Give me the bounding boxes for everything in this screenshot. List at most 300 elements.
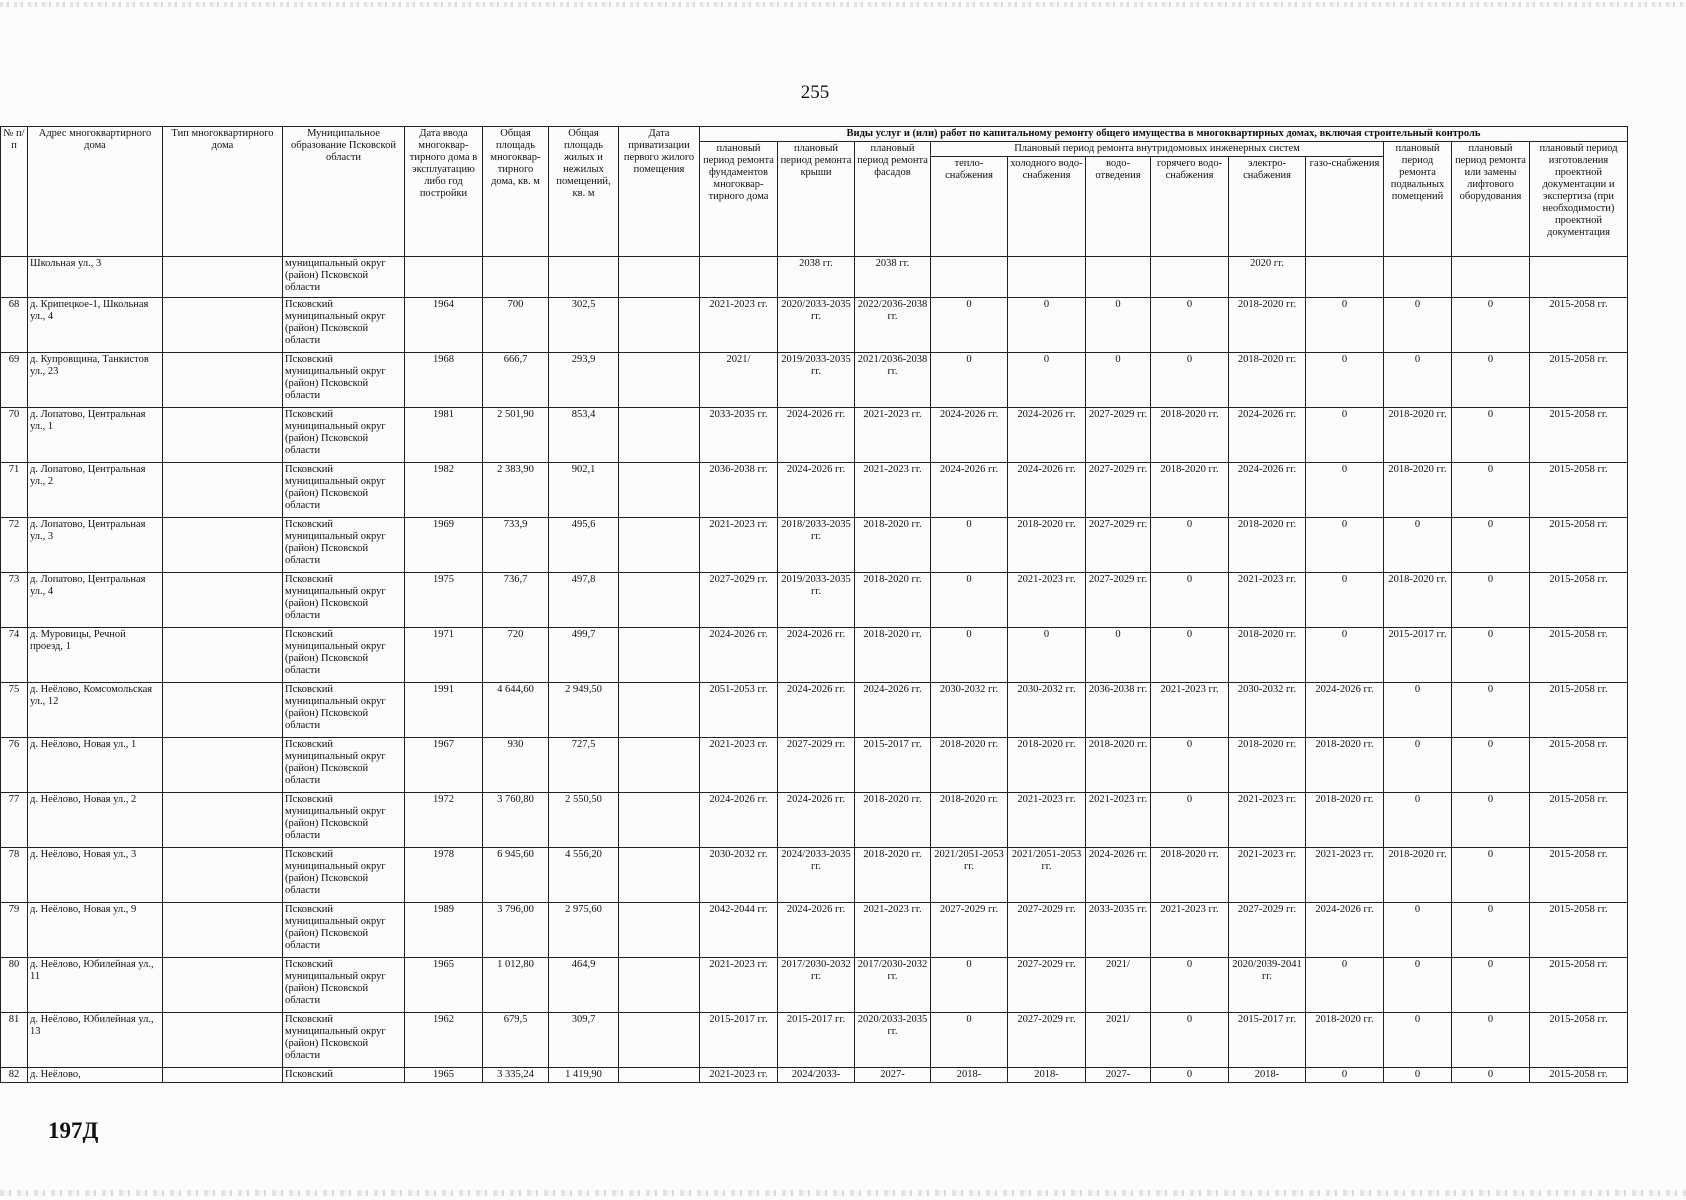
table-row xyxy=(1,298,1628,353)
cell-elevator: 0 xyxy=(1452,958,1530,1013)
cell-roof: 2024-2026 гг. xyxy=(778,903,855,958)
cell-hot: 0 xyxy=(1151,793,1229,848)
cell-municipality: Псковский xyxy=(283,1068,405,1083)
cell-municipality: Псковский муниципальный округ (район) Псковской области xyxy=(283,628,405,683)
header-electric: электро-снабжения xyxy=(1229,157,1306,257)
page-number: 255 xyxy=(800,82,830,103)
cell-basement: 0 xyxy=(1384,1013,1452,1068)
cell-total: 930 xyxy=(483,738,549,793)
cell-roof: 2024-2026 гг. xyxy=(778,628,855,683)
header-engineering-group: Плановый период ремонта внутридомовых инженерных систем xyxy=(931,142,1384,157)
header-basement: плановый период ремонта подвальных помещений xyxy=(1384,142,1452,257)
cell-roof: 2024-2026 гг. xyxy=(778,683,855,738)
cell-year xyxy=(405,257,483,298)
cell-living: 309,7 xyxy=(549,1013,619,1068)
cell-sewer: 2036-2038 гг. xyxy=(1086,683,1151,738)
cell-type xyxy=(163,1013,283,1068)
cell-cold: 2027-2029 гг. xyxy=(1008,903,1086,958)
cell-basement: 0 xyxy=(1384,793,1452,848)
cell-municipality: Псковский муниципальный округ (район) Псковской области xyxy=(283,408,405,463)
cell-municipality: муниципальный округ (район) Псковской области xyxy=(283,257,405,298)
cell-municipality: Псковский муниципальный округ (район) Псковской области xyxy=(283,573,405,628)
cell-hot: 2018-2020 гг. xyxy=(1151,848,1229,903)
table-row xyxy=(1,628,1628,683)
cell-electric: 2018- xyxy=(1229,1068,1306,1083)
cell-sewer: 2024-2026 гг. xyxy=(1086,848,1151,903)
cell-priv xyxy=(619,1013,700,1068)
cell-cold xyxy=(1008,257,1086,298)
cell-year: 1962 xyxy=(405,1013,483,1068)
cell-roof: 2020/2033-2035 гг. xyxy=(778,298,855,353)
cell-type xyxy=(163,1068,283,1083)
cell-foundation: 2015-2017 гг. xyxy=(700,1013,778,1068)
cell-roof: 2015-2017 гг. xyxy=(778,1013,855,1068)
cell-address: д. Лопатово, Центральная ул., 3 xyxy=(28,518,163,573)
cell-address: д. Неёлово, Новая ул., 3 xyxy=(28,848,163,903)
cell-hot: 0 xyxy=(1151,353,1229,408)
cell-heat: 0 xyxy=(931,298,1008,353)
cell-elevator: 0 xyxy=(1452,793,1530,848)
cell-type xyxy=(163,408,283,463)
scan-artifact-top xyxy=(0,2,1686,7)
cell-electric: 2018-2020 гг. xyxy=(1229,518,1306,573)
table-row xyxy=(1,573,1628,628)
cell-foundation: 2021-2023 гг. xyxy=(700,958,778,1013)
cell-address: д. Неёлово, Новая ул., 2 xyxy=(28,793,163,848)
cell-gas: 0 xyxy=(1306,1068,1384,1083)
cell-total: 3 796,00 xyxy=(483,903,549,958)
cell-municipality: Псковский муниципальный округ (район) Псковской области xyxy=(283,738,405,793)
header-hot-water: горячего водо-снабжения xyxy=(1151,157,1229,257)
cell-total: 3 760,80 xyxy=(483,793,549,848)
cell-gas: 0 xyxy=(1306,463,1384,518)
cell-heat: 2018-2020 гг. xyxy=(931,793,1008,848)
header-municipality: Муниципальное образование Псковской области xyxy=(283,127,405,257)
cell-heat: 0 xyxy=(931,1013,1008,1068)
cell-elevator: 0 xyxy=(1452,298,1530,353)
cell-num: 80 xyxy=(1,958,28,1013)
cell-year: 1968 xyxy=(405,353,483,408)
table-row xyxy=(1,958,1628,1013)
cell-foundation: 2021-2023 гг. xyxy=(700,518,778,573)
cell-basement: 0 xyxy=(1384,1068,1452,1083)
cell-living: 495,6 xyxy=(549,518,619,573)
cell-priv xyxy=(619,463,700,518)
cell-address: д. Лопатово, Центральная ул., 2 xyxy=(28,463,163,518)
cell-facade: 2021-2023 гг. xyxy=(855,463,931,518)
cell-hot: 0 xyxy=(1151,738,1229,793)
header-living-area: Общая площадь жилых и нежилых помещений, кв. м xyxy=(549,127,619,257)
header-heat: тепло-снабжения xyxy=(931,157,1008,257)
cell-municipality: Псковский муниципальный округ (район) Псковской области xyxy=(283,298,405,353)
cell-hot: 0 xyxy=(1151,958,1229,1013)
cell-num: 79 xyxy=(1,903,28,958)
cell-sewer: 2018-2020 гг. xyxy=(1086,738,1151,793)
header-type: Тип многоквартирного дома xyxy=(163,127,283,257)
table-row xyxy=(1,848,1628,903)
cell-address: Школьная ул., 3 xyxy=(28,257,163,298)
cell-elevator: 0 xyxy=(1452,518,1530,573)
cell-electric: 2020 гг. xyxy=(1229,257,1306,298)
cell-design: 2015-2058 гг. xyxy=(1530,1013,1628,1068)
cell-basement: 2018-2020 гг. xyxy=(1384,408,1452,463)
cell-design: 2015-2058 гг. xyxy=(1530,518,1628,573)
cell-living: 464,9 xyxy=(549,958,619,1013)
header-address: Адрес многоквартирного дома xyxy=(28,127,163,257)
cell-facade: 2018-2020 гг. xyxy=(855,628,931,683)
cell-total: 6 945,60 xyxy=(483,848,549,903)
cell-basement: 0 xyxy=(1384,518,1452,573)
cell-year: 1972 xyxy=(405,793,483,848)
cell-sewer: 2027-2029 гг. xyxy=(1086,573,1151,628)
cell-design: 2015-2058 гг. xyxy=(1530,903,1628,958)
cell-living: 2 550,50 xyxy=(549,793,619,848)
document-code: 197Д xyxy=(48,1118,99,1143)
cell-roof: 2024-2026 гг. xyxy=(778,408,855,463)
cell-elevator: 0 xyxy=(1452,408,1530,463)
cell-municipality: Псковский муниципальный округ (район) Псковской области xyxy=(283,848,405,903)
cell-foundation: 2021-2023 гг. xyxy=(700,1068,778,1083)
cell-basement: 0 xyxy=(1384,683,1452,738)
cell-heat: 2030-2032 гг. xyxy=(931,683,1008,738)
cell-electric: 2018-2020 гг. xyxy=(1229,738,1306,793)
cell-gas: 0 xyxy=(1306,353,1384,408)
cell-living: 293,9 xyxy=(549,353,619,408)
cell-cold: 2018- xyxy=(1008,1068,1086,1083)
cell-year: 1989 xyxy=(405,903,483,958)
cell-address: д. Лопатово, Центральная ул., 4 xyxy=(28,573,163,628)
cell-electric: 2018-2020 гг. xyxy=(1229,298,1306,353)
cell-total: 2 501,90 xyxy=(483,408,549,463)
cell-type xyxy=(163,903,283,958)
cell-foundation xyxy=(700,257,778,298)
cell-basement xyxy=(1384,257,1452,298)
cell-living: 2 949,50 xyxy=(549,683,619,738)
cell-living xyxy=(549,257,619,298)
cell-cold: 2021-2023 гг. xyxy=(1008,573,1086,628)
cell-gas: 0 xyxy=(1306,958,1384,1013)
header-design: плановый период изготовления проектной документации и экспертиза (при необходимости) проектной документация xyxy=(1530,142,1628,257)
cell-address: д. Неёлово, Новая ул., 9 xyxy=(28,903,163,958)
cell-num: 78 xyxy=(1,848,28,903)
cell-num: 76 xyxy=(1,738,28,793)
cell-priv xyxy=(619,353,700,408)
cell-facade: 2015-2017 гг. xyxy=(855,738,931,793)
cell-facade: 2018-2020 гг. xyxy=(855,848,931,903)
cell-gas: 2024-2026 гг. xyxy=(1306,683,1384,738)
table-row xyxy=(1,518,1628,573)
cell-design xyxy=(1530,257,1628,298)
cell-living: 2 975,60 xyxy=(549,903,619,958)
cell-num: 73 xyxy=(1,573,28,628)
cell-roof: 2019/2033-2035 гг. xyxy=(778,573,855,628)
cell-municipality: Псковский муниципальный округ (район) Псковской области xyxy=(283,463,405,518)
cell-gas: 0 xyxy=(1306,298,1384,353)
cell-num: 71 xyxy=(1,463,28,518)
cell-num: 74 xyxy=(1,628,28,683)
cell-gas: 2024-2026 гг. xyxy=(1306,903,1384,958)
cell-total xyxy=(483,257,549,298)
cell-address: д. Неёлово, Комсомольская ул., 12 xyxy=(28,683,163,738)
cell-year: 1981 xyxy=(405,408,483,463)
cell-foundation: 2021/ xyxy=(700,353,778,408)
cell-hot: 2021-2023 гг. xyxy=(1151,683,1229,738)
cell-total: 4 644,60 xyxy=(483,683,549,738)
cell-priv xyxy=(619,298,700,353)
cell-gas: 0 xyxy=(1306,408,1384,463)
cell-priv xyxy=(619,903,700,958)
cell-hot: 2018-2020 гг. xyxy=(1151,408,1229,463)
cell-design: 2015-2058 гг. xyxy=(1530,793,1628,848)
cell-living: 4 556,20 xyxy=(549,848,619,903)
header-elevator: плановый период ремонта или замены лифтового оборудования xyxy=(1452,142,1530,257)
cell-address: д. Неёлово, Юбилейная ул., 13 xyxy=(28,1013,163,1068)
cell-design: 2015-2058 гг. xyxy=(1530,298,1628,353)
cell-heat: 2024-2026 гг. xyxy=(931,463,1008,518)
cell-num: 82 xyxy=(1,1068,28,1083)
cell-cold: 2021-2023 гг. xyxy=(1008,793,1086,848)
cell-cold: 2024-2026 гг. xyxy=(1008,408,1086,463)
cell-municipality: Псковский муниципальный округ (район) Псковской области xyxy=(283,683,405,738)
cell-type xyxy=(163,573,283,628)
table-row xyxy=(1,408,1628,463)
cell-elevator: 0 xyxy=(1452,1013,1530,1068)
cell-foundation: 2021-2023 гг. xyxy=(700,738,778,793)
cell-facade: 2020/2033-2035 гг. xyxy=(855,1013,931,1068)
cell-municipality: Псковский муниципальный округ (район) Псковской области xyxy=(283,903,405,958)
table-body xyxy=(1,257,1628,1083)
cell-foundation: 2042-2044 гг. xyxy=(700,903,778,958)
cell-year: 1978 xyxy=(405,848,483,903)
cell-facade: 2021-2023 гг. xyxy=(855,408,931,463)
cell-cold: 2024-2026 гг. xyxy=(1008,463,1086,518)
cell-design: 2015-2058 гг. xyxy=(1530,683,1628,738)
cell-elevator: 0 xyxy=(1452,1068,1530,1083)
cell-type xyxy=(163,683,283,738)
cell-cold: 2021/2051-2053 гг. xyxy=(1008,848,1086,903)
cell-sewer: 2027- xyxy=(1086,1068,1151,1083)
cell-type xyxy=(163,628,283,683)
cell-gas: 0 xyxy=(1306,518,1384,573)
cell-year: 1964 xyxy=(405,298,483,353)
table-row xyxy=(1,353,1628,408)
cell-year: 1965 xyxy=(405,1068,483,1083)
cell-type xyxy=(163,353,283,408)
header-cold-water: холодного водо-снабжения xyxy=(1008,157,1086,257)
cell-cold: 2027-2029 гг. xyxy=(1008,958,1086,1013)
cell-electric: 2018-2020 гг. xyxy=(1229,628,1306,683)
cell-num: 69 xyxy=(1,353,28,408)
cell-cold: 2018-2020 гг. xyxy=(1008,738,1086,793)
cell-electric: 2021-2023 гг. xyxy=(1229,573,1306,628)
cell-priv xyxy=(619,518,700,573)
cell-basement: 0 xyxy=(1384,958,1452,1013)
cell-design: 2015-2058 гг. xyxy=(1530,848,1628,903)
cell-cold: 2030-2032 гг. xyxy=(1008,683,1086,738)
cell-cold: 0 xyxy=(1008,628,1086,683)
cell-heat: 0 xyxy=(931,958,1008,1013)
cell-roof: 2027-2029 гг. xyxy=(778,738,855,793)
cell-roof: 2024-2026 гг. xyxy=(778,793,855,848)
cell-sewer: 2021/ xyxy=(1086,1013,1151,1068)
table-header xyxy=(1,127,1628,257)
cell-hot: 0 xyxy=(1151,628,1229,683)
cell-living: 853,4 xyxy=(549,408,619,463)
cell-basement: 2018-2020 гг. xyxy=(1384,848,1452,903)
cell-total: 736,7 xyxy=(483,573,549,628)
cell-address: д. Лопатово, Центральная ул., 1 xyxy=(28,408,163,463)
cell-municipality: Псковский муниципальный округ (район) Псковской области xyxy=(283,1013,405,1068)
cell-basement: 2018-2020 гг. xyxy=(1384,573,1452,628)
cell-year: 1967 xyxy=(405,738,483,793)
cell-foundation: 2033-2035 гг. xyxy=(700,408,778,463)
cell-basement: 2015-2017 гг. xyxy=(1384,628,1452,683)
cell-basement: 0 xyxy=(1384,738,1452,793)
table-row xyxy=(1,683,1628,738)
cell-facade: 2027- xyxy=(855,1068,931,1083)
header-facade: плановый период ремонта фасадов xyxy=(855,142,931,257)
cell-living: 497,8 xyxy=(549,573,619,628)
cell-type xyxy=(163,848,283,903)
cell-facade: 2024-2026 гг. xyxy=(855,683,931,738)
cell-roof: 2038 гг. xyxy=(778,257,855,298)
cell-design: 2015-2058 гг. xyxy=(1530,408,1628,463)
cell-municipality: Псковский муниципальный округ (район) Псковской области xyxy=(283,793,405,848)
cell-elevator: 0 xyxy=(1452,738,1530,793)
cell-roof: 2018/2033-2035 гг. xyxy=(778,518,855,573)
cell-type xyxy=(163,298,283,353)
cell-elevator: 0 xyxy=(1452,848,1530,903)
cell-design: 2015-2058 гг. xyxy=(1530,958,1628,1013)
cell-year: 1969 xyxy=(405,518,483,573)
cell-design: 2015-2058 гг. xyxy=(1530,1068,1628,1083)
cell-num: 70 xyxy=(1,408,28,463)
cell-design: 2015-2058 гг. xyxy=(1530,573,1628,628)
cell-living: 499,7 xyxy=(549,628,619,683)
header-gas: газо-снабжения xyxy=(1306,157,1384,257)
cell-hot: 0 xyxy=(1151,1013,1229,1068)
cell-elevator xyxy=(1452,257,1530,298)
header-services-group: Виды услуг и (или) работ по капитальному ремонту общего имущества в многоквартирных домах, включая строительный контроль xyxy=(700,127,1628,142)
table-row xyxy=(1,903,1628,958)
cell-hot: 0 xyxy=(1151,1068,1229,1083)
cell-total: 3 335,24 xyxy=(483,1068,549,1083)
cell-type xyxy=(163,518,283,573)
cell-gas: 2018-2020 гг. xyxy=(1306,738,1384,793)
cell-year: 1991 xyxy=(405,683,483,738)
header-commissioning: Дата ввода многоквар-тирного дома в эксплуатацию либо год постройки xyxy=(405,127,483,257)
cell-basement: 0 xyxy=(1384,903,1452,958)
cell-sewer: 2027-2029 гг. xyxy=(1086,518,1151,573)
cell-hot xyxy=(1151,257,1229,298)
cell-sewer: 2021/ xyxy=(1086,958,1151,1013)
cell-living: 302,5 xyxy=(549,298,619,353)
cell-cold: 2027-2029 гг. xyxy=(1008,1013,1086,1068)
cell-total: 700 xyxy=(483,298,549,353)
cell-hot: 0 xyxy=(1151,573,1229,628)
table-row xyxy=(1,463,1628,518)
cell-roof: 2019/2033-2035 гг. xyxy=(778,353,855,408)
cell-heat xyxy=(931,257,1008,298)
cell-hot: 0 xyxy=(1151,298,1229,353)
cell-heat: 2024-2026 гг. xyxy=(931,408,1008,463)
cell-heat: 0 xyxy=(931,353,1008,408)
cell-gas: 2018-2020 гг. xyxy=(1306,793,1384,848)
cell-design: 2015-2058 гг. xyxy=(1530,353,1628,408)
cell-heat: 0 xyxy=(931,573,1008,628)
cell-cold: 0 xyxy=(1008,298,1086,353)
cell-heat: 0 xyxy=(931,518,1008,573)
cell-electric: 2024-2026 гг. xyxy=(1229,408,1306,463)
cell-priv xyxy=(619,683,700,738)
cell-electric: 2021-2023 гг. xyxy=(1229,848,1306,903)
cell-roof: 2017/2030-2032 гг. xyxy=(778,958,855,1013)
cell-type xyxy=(163,793,283,848)
table-row xyxy=(1,257,1628,298)
cell-electric: 2024-2026 гг. xyxy=(1229,463,1306,518)
cell-address: д. Муровицы, Речной проезд, 1 xyxy=(28,628,163,683)
cell-sewer: 0 xyxy=(1086,628,1151,683)
cell-municipality: Псковский муниципальный округ (район) Псковской области xyxy=(283,958,405,1013)
cell-roof: 2024/2033-2035 гг. xyxy=(778,848,855,903)
cell-sewer: 0 xyxy=(1086,353,1151,408)
header-privatization: Дата приватизации первого жилого помещения xyxy=(619,127,700,257)
cell-sewer: 2021-2023 гг. xyxy=(1086,793,1151,848)
cell-design: 2015-2058 гг. xyxy=(1530,463,1628,518)
cell-total: 679,5 xyxy=(483,1013,549,1068)
cell-sewer: 2027-2029 гг. xyxy=(1086,463,1151,518)
cell-elevator: 0 xyxy=(1452,683,1530,738)
cell-living: 727,5 xyxy=(549,738,619,793)
cell-basement: 0 xyxy=(1384,298,1452,353)
cell-electric: 2015-2017 гг. xyxy=(1229,1013,1306,1068)
cell-sewer: 2033-2035 гг. xyxy=(1086,903,1151,958)
cell-facade: 2018-2020 гг. xyxy=(855,518,931,573)
cell-sewer: 0 xyxy=(1086,298,1151,353)
cell-municipality: Псковский муниципальный округ (район) Псковской области xyxy=(283,353,405,408)
cell-facade: 2021-2023 гг. xyxy=(855,903,931,958)
header-num: № п/п xyxy=(1,127,28,257)
cell-foundation: 2024-2026 гг. xyxy=(700,628,778,683)
cell-foundation: 2030-2032 гг. xyxy=(700,848,778,903)
cell-num xyxy=(1,257,28,298)
cell-electric: 2021-2023 гг. xyxy=(1229,793,1306,848)
capital-repair-table xyxy=(0,126,1628,1083)
cell-electric: 2027-2029 гг. xyxy=(1229,903,1306,958)
table-row xyxy=(1,1068,1628,1083)
header-foundation: плановый период ремонта фундаментов многоквар-тирного дома xyxy=(700,142,778,257)
cell-gas: 0 xyxy=(1306,628,1384,683)
cell-electric: 2020/2039-2041 гг. xyxy=(1229,958,1306,1013)
cell-design: 2015-2058 гг. xyxy=(1530,738,1628,793)
header-roof: плановый период ремонта крыши xyxy=(778,142,855,257)
cell-gas: 2018-2020 гг. xyxy=(1306,1013,1384,1068)
table-row xyxy=(1,1013,1628,1068)
cell-total: 1 012,80 xyxy=(483,958,549,1013)
cell-priv xyxy=(619,573,700,628)
cell-hot: 2021-2023 гг. xyxy=(1151,903,1229,958)
cell-living: 902,1 xyxy=(549,463,619,518)
cell-foundation: 2024-2026 гг. xyxy=(700,793,778,848)
cell-roof: 2024/2033- xyxy=(778,1068,855,1083)
cell-electric: 2018-2020 гг. xyxy=(1229,353,1306,408)
cell-priv xyxy=(619,738,700,793)
cell-total: 733,9 xyxy=(483,518,549,573)
cell-address: д. Крипецкое-1, Школьная ул., 4 xyxy=(28,298,163,353)
cell-heat: 2027-2029 гг. xyxy=(931,903,1008,958)
cell-hot: 2018-2020 гг. xyxy=(1151,463,1229,518)
cell-elevator: 0 xyxy=(1452,903,1530,958)
